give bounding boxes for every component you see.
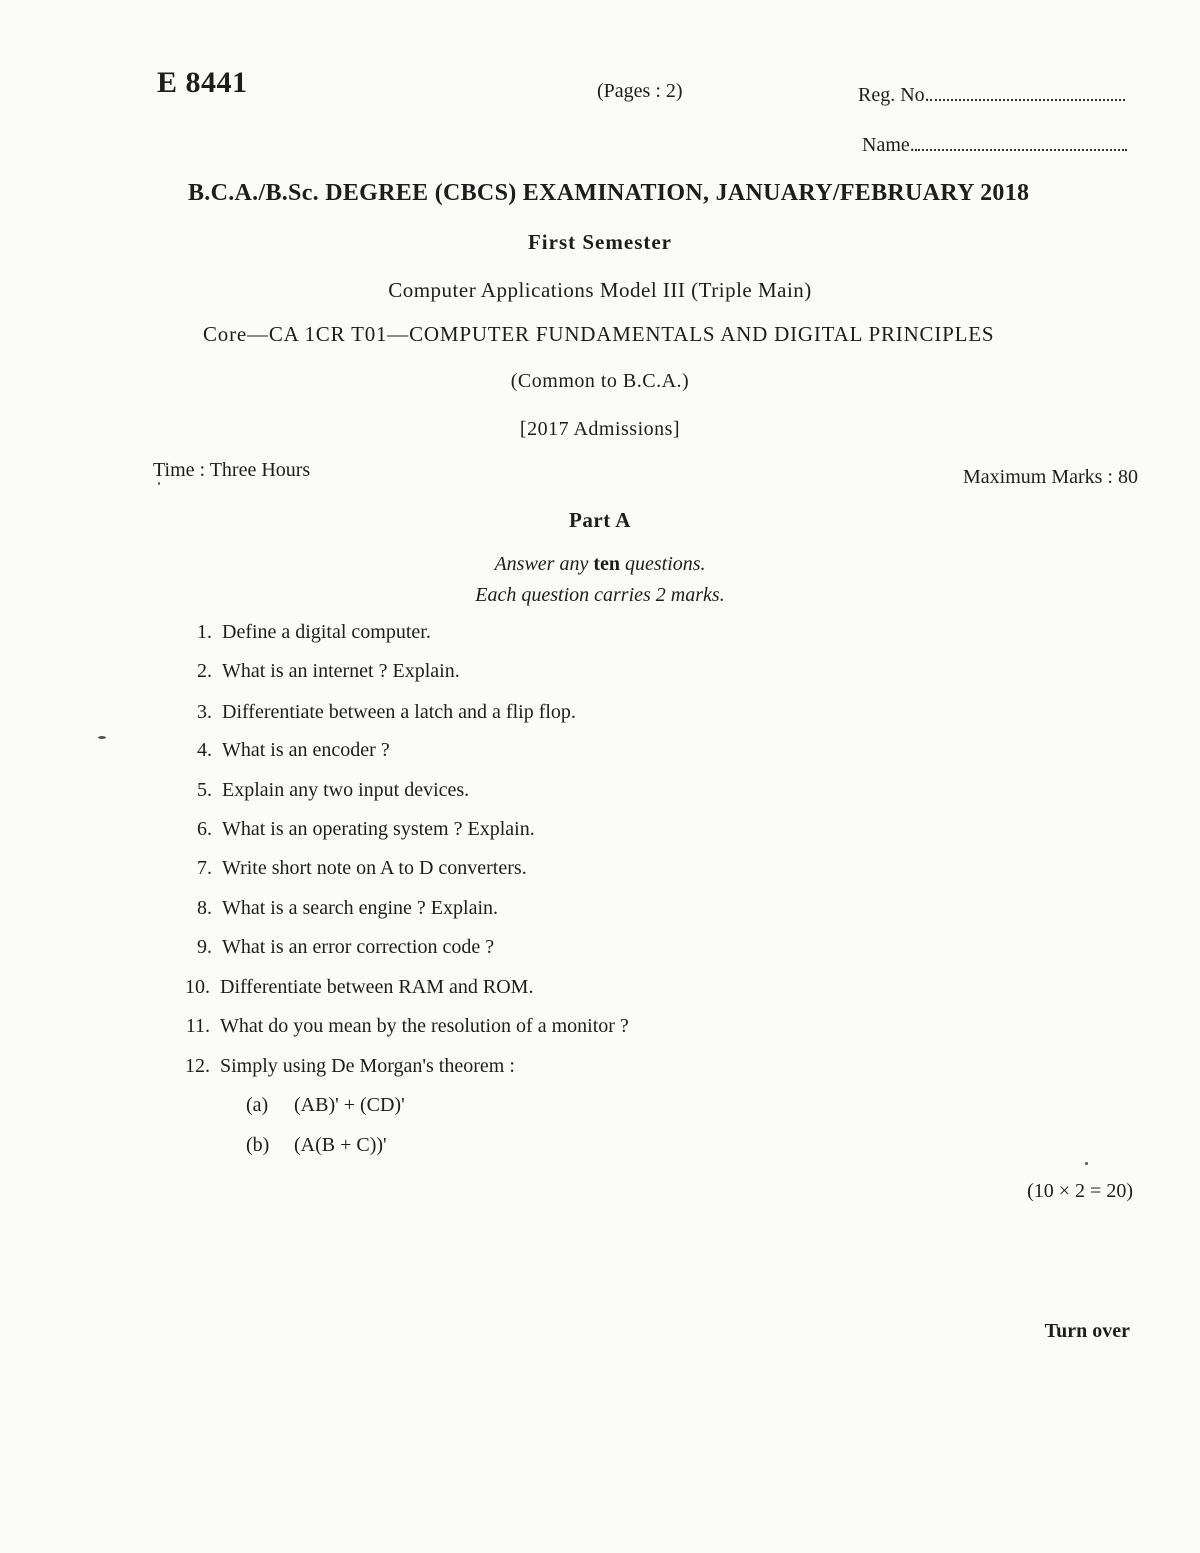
question-number: 1.	[197, 621, 212, 643]
reg-no-field	[858, 84, 1125, 107]
subpart-expression: (AB)' + (CD)'	[294, 1094, 405, 1116]
name-field	[862, 134, 1127, 157]
scan-speck	[98, 736, 106, 739]
common-note: (Common to B.C.A.)	[510, 370, 690, 392]
question-text: What is an internet ? Explain.	[222, 660, 460, 682]
question-number: 12.	[185, 1055, 210, 1077]
subpart-expression: (A(B + C))'	[294, 1134, 387, 1156]
question-text: Define a digital computer.	[222, 621, 431, 643]
reg-no-blank	[930, 85, 1125, 101]
turn-over-note: Turn over	[1044, 1320, 1130, 1342]
scan-speck	[1085, 1162, 1088, 1165]
question-number: 7.	[197, 857, 212, 879]
question-number: 2.	[197, 660, 212, 682]
question-number: 10.	[185, 976, 210, 998]
question-item	[197, 897, 498, 920]
subpart-item	[246, 1134, 387, 1157]
paper-code: E 8441	[157, 66, 248, 99]
question-item	[197, 936, 495, 959]
question-number: 4.	[197, 739, 212, 761]
question-item	[197, 739, 390, 762]
instruction-line-1	[0, 553, 1200, 576]
instruction-text: questions.	[625, 553, 706, 575]
instruction-emphasis: ten	[593, 553, 620, 575]
question-text: What is an error correction code ?	[222, 936, 495, 958]
question-item	[197, 701, 576, 724]
subpart-item	[246, 1094, 405, 1117]
question-text: Differentiate between a latch and a flip flop.	[222, 701, 576, 723]
subpart-label: (a)	[246, 1094, 269, 1116]
question-item	[197, 660, 460, 683]
question-number: 6.	[197, 818, 212, 840]
question-text: Explain any two input devices.	[222, 779, 470, 801]
subpart-label: (b)	[246, 1134, 270, 1156]
admissions: [2017 Admissions]	[519, 418, 681, 440]
instruction-line-2: Each question carries 2 marks.	[475, 584, 725, 606]
scan-speck	[158, 482, 160, 485]
question-item	[185, 1055, 515, 1078]
semester: First Semester	[527, 230, 673, 254]
question-text: What do you mean by the resolution of a monitor ?	[220, 1015, 629, 1037]
question-item	[185, 976, 534, 999]
question-item	[197, 621, 431, 644]
marks-summary: (10 × 2 = 20)	[1027, 1180, 1133, 1202]
course-model: Computer Applications Model III (Triple Main)	[388, 278, 812, 302]
question-item	[197, 818, 535, 841]
name-blank	[915, 135, 1127, 151]
question-text: What is an operating system ? Explain.	[222, 818, 535, 840]
maximum-marks: Maximum Marks : 80	[963, 466, 1138, 488]
question-item	[197, 779, 470, 802]
question-number: 5.	[197, 779, 212, 801]
reg-no-label: Reg. No.	[858, 84, 930, 106]
question-text: Simply using De Morgan's theorem :	[220, 1055, 515, 1077]
question-number: 3.	[197, 701, 212, 723]
time-allowed: Time : Three Hours	[153, 459, 311, 481]
question-item	[185, 1015, 629, 1038]
question-text: What is an encoder ?	[222, 739, 390, 761]
instruction-text: Answer any	[494, 553, 589, 575]
page-count: (Pages : 2)	[597, 80, 683, 102]
part-a-heading: Part A	[569, 508, 631, 532]
question-number: 8.	[197, 897, 212, 919]
question-item	[197, 857, 527, 880]
name-label: Name.	[862, 134, 915, 156]
question-number: 11.	[185, 1015, 210, 1037]
exam-title: B.C.A./B.Sc. DEGREE (CBCS) EXAMINATION, JANUARY/FEBRUARY 2018	[188, 180, 1030, 206]
question-text: Differentiate between RAM and ROM.	[220, 976, 534, 998]
question-number: 9.	[197, 936, 212, 958]
question-text: Write short note on A to D converters.	[222, 857, 527, 879]
question-text: What is a search engine ? Explain.	[222, 897, 498, 919]
paper-title: Core—CA 1CR T01—COMPUTER FUNDAMENTALS AND DIGITAL PRINCIPLES	[203, 322, 995, 346]
